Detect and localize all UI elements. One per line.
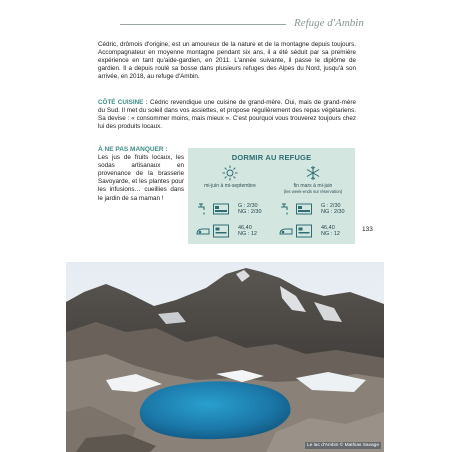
bed-icon [296,202,312,216]
running-head: Refuge d'Ambin [294,17,364,29]
sidebar-text: Les jus de fruits locaux, les sodas artisanaux en provenance de la brasserie Savoyarde, et les plantes pour les infusions… cueillies dans le jardin de sa maman ! [98,154,184,202]
winter-price-row [279,223,359,241]
winter-beds-value: G : 2/30 NG : 2/30 [321,203,345,216]
menu-card-icon [213,224,229,238]
winter-beds-row [279,201,359,219]
intro-paragraph: Cédric, drômois d'origine, est un amoureux de la nature et de la montagne depuis toujours. Accompagnateur en moyenne montagne pendant six ans, il a été séduit par sa première expérience en tant qu'aide-gardien, en 2011. L'année suivante, il passe le diplôme de gardien. Il a depuis roulé sa bosse dans plusieurs refuges des Alpes du Nord, jusqu'à son arrivée, en 2018, au refuge d'Ambin. [98,41,356,81]
cuisine-text: Cédric revendique une cuisine de grand-mère. Oui, mais de grand-mère du Sud. Il met du soleil dans vos assiettes, et propose régulièrement des repas végétariens. Sa devise : « consommer moins, mais mieux ». C'est pourquoi vous trouverez toujours chez lui des produits locaux. [98,99,356,131]
header-rule [120,24,286,25]
cuisine-paragraph [98,99,356,131]
sleeping-bag-icon [279,224,293,238]
info-box-title: DORMIR AU REFUGE [231,153,312,162]
page-number: 133 [362,226,373,233]
summer-price-value: 46,40 NG : 12 [238,225,257,238]
photo-credit: Le lac d'Ambin © Mathias Savage [307,443,379,448]
summer-season-label: mi-juin à mi-septembre [204,183,256,189]
snowflake-icon [305,165,321,181]
sun-icon [222,165,238,181]
tap-icon [196,202,210,216]
mountain-lake-photo [66,262,384,452]
menu-card-icon [296,224,312,238]
mountain-lake-illustration [66,262,384,452]
season-summer [190,165,270,189]
sidebar [98,146,184,203]
summer-beds-row [196,201,276,219]
summer-price-row [196,223,276,241]
sidebar-title: À NE PAS MANQUER : [98,146,168,153]
tap-icon [279,202,293,216]
bed-icon [213,202,229,216]
winter-season-note: (les week-ends sur réservation) [283,189,343,194]
summer-beds-value: G : 2/30 NG : 2/30 [238,203,262,216]
sleeping-bag-icon [196,224,210,238]
season-winter [273,165,353,195]
info-box [188,148,355,244]
winter-season-label: fin mars à mi-juin [293,183,333,189]
cuisine-lead: CÔTÉ CUISINE : [98,99,148,106]
winter-price-value: 46,40 NG : 12 [321,225,340,238]
